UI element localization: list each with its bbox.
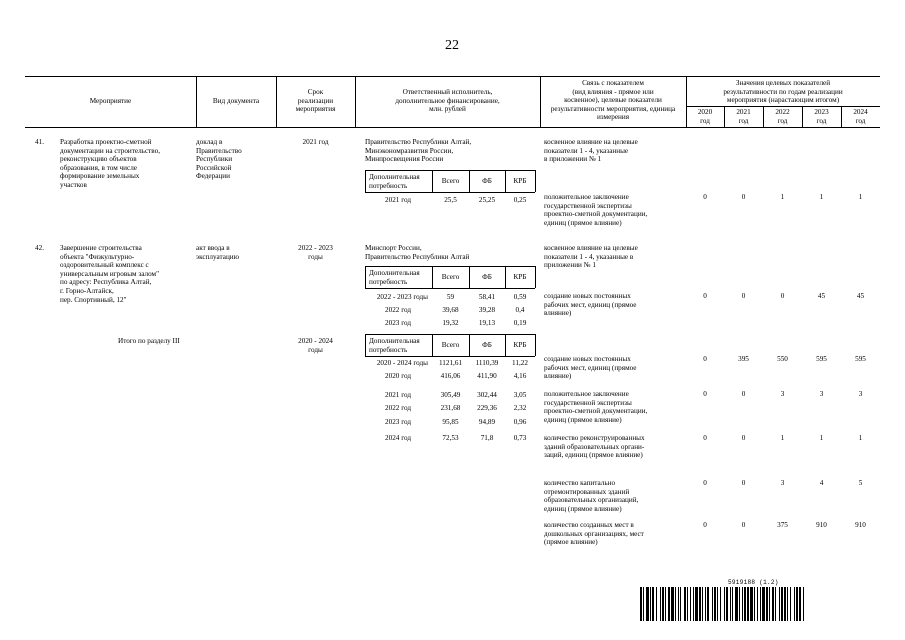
indirect-influence: косвенное влияние на целевые показатели 1 - 4, указанные в приложении № 1 bbox=[544, 138, 638, 164]
indicator-value: 1 bbox=[858, 193, 863, 201]
fin-total: 305,49 bbox=[440, 391, 461, 399]
indicator-value: 1 bbox=[819, 193, 824, 201]
header-term: Срок реализации мероприятия bbox=[295, 88, 336, 114]
fin-year: 2020 - 2024 годы bbox=[376, 359, 428, 367]
fin-header-fb: ФБ bbox=[482, 177, 492, 185]
fin-rule bbox=[365, 334, 535, 335]
executor: Правительство Республики Алтай, Минэкономразвития России, Минпросвещения России bbox=[365, 138, 472, 164]
indicator-value: 45 bbox=[856, 292, 865, 300]
indicator-value: 0 bbox=[741, 521, 746, 529]
indicator-value: 0 bbox=[703, 390, 707, 398]
fin-header-krb: КРБ bbox=[513, 273, 527, 281]
indicator-value: 5 bbox=[858, 479, 863, 487]
fin-total: 416,06 bbox=[440, 372, 461, 380]
indicator-value: 0 bbox=[703, 434, 707, 442]
fin-header-label: Дополнительная потребность bbox=[369, 337, 420, 354]
fin-divider bbox=[365, 170, 366, 192]
fin-year: 2023 год bbox=[385, 319, 411, 327]
fin-rule bbox=[365, 170, 535, 171]
fin-year: 2022 год bbox=[385, 404, 411, 412]
fin-header-label: Дополнительная потребность bbox=[369, 269, 420, 286]
indicator-value: 0 bbox=[703, 292, 707, 300]
fin-total: 231,68 bbox=[440, 404, 461, 412]
fin-krb: 0,59 bbox=[513, 293, 527, 301]
fin-krb: 3,05 bbox=[513, 391, 527, 399]
term: 2021 год bbox=[302, 138, 329, 146]
years-rule bbox=[686, 106, 880, 107]
barcode-label: 5919188 (1.2) bbox=[728, 579, 779, 586]
header-event: Мероприятие bbox=[89, 97, 132, 105]
fin-rule bbox=[365, 266, 535, 267]
fin-fb: 58,41 bbox=[478, 293, 496, 301]
fin-total: 19,32 bbox=[442, 319, 459, 327]
indicator-value: 0 bbox=[741, 193, 746, 201]
fin-year: 2022 - 2023 годы bbox=[376, 293, 428, 301]
fin-fb: 302,44 bbox=[477, 391, 497, 399]
indicator-text: положительное заключение государственной экспертизы проектно-сметной документации, единиц (прямое влияние) bbox=[544, 390, 648, 424]
indicator-value: 595 bbox=[855, 355, 866, 363]
indicator-value: 0 bbox=[703, 355, 707, 363]
fin-header-krb: КРБ bbox=[513, 341, 527, 349]
row-number: 41. bbox=[35, 138, 44, 146]
fin-header-label: Дополнительная потребность bbox=[369, 173, 420, 190]
fin-header-krb: КРБ bbox=[513, 177, 527, 185]
fin-divider bbox=[365, 334, 366, 356]
indicator-value: 375 bbox=[777, 521, 788, 529]
indicator-value: 595 bbox=[816, 355, 827, 363]
indicator-text: создание новых постоянных рабочих мест, единиц (прямое влияние) bbox=[544, 292, 637, 318]
indicator-text: количество созданных мест в дошкольных организациях, мест (прямое влияние) bbox=[544, 521, 644, 547]
fin-header-fb: ФБ bbox=[482, 273, 492, 281]
indicator-value: 0 bbox=[703, 193, 707, 201]
fin-krb: 0,25 bbox=[513, 196, 527, 204]
section-total-label: Итого по разделу III bbox=[118, 337, 180, 345]
fin-divider bbox=[535, 334, 536, 356]
fin-krb: 4,16 bbox=[513, 372, 527, 380]
header-values: Значения целевых показателей результативности по годам реализации мероприятия (нарастающим итогом) bbox=[723, 79, 843, 105]
fin-krb: 0,73 bbox=[513, 434, 527, 442]
fin-krb: 0,4 bbox=[515, 306, 525, 314]
fin-krb: 0,96 bbox=[513, 418, 527, 426]
fin-rule bbox=[365, 192, 535, 193]
indicator-text: количество реконструированных зданий образовательных органи- заций, единиц (прямое влияние) bbox=[544, 434, 645, 460]
fin-fb: 411,90 bbox=[477, 372, 497, 380]
fin-fb: 71,8 bbox=[480, 434, 494, 442]
header-year: 2022 год bbox=[775, 108, 790, 125]
indirect-influence: косвенное влияние на целевые показатели 1 - 4, указанные в приложении № 1 bbox=[544, 244, 638, 270]
fin-krb: 0,19 bbox=[513, 319, 527, 327]
term: 2022 - 2023 годы bbox=[298, 244, 333, 261]
term: 2020 - 2024 годы bbox=[298, 337, 333, 354]
header-top-rule bbox=[25, 76, 880, 77]
indicator-value: 3 bbox=[780, 479, 785, 487]
event-text: Разработка проектно-сметной документации на строительство, реконструкцию объектов образования, в том числе формирование земельных участков bbox=[60, 138, 161, 189]
fin-fb: 19,13 bbox=[478, 319, 496, 327]
fin-divider bbox=[535, 266, 536, 288]
page-number: 22 bbox=[445, 38, 459, 53]
fin-total: 39,68 bbox=[442, 306, 459, 314]
fin-fb: 39,28 bbox=[478, 306, 496, 314]
document-type: акт ввода в эксплуатацию bbox=[196, 244, 240, 261]
indicator-value: 0 bbox=[741, 434, 746, 442]
fin-header-fb: ФБ bbox=[482, 341, 492, 349]
header-year: 2020 год bbox=[697, 108, 713, 125]
indicator-value: 1 bbox=[858, 434, 863, 442]
indicator-value: 0 bbox=[741, 390, 746, 398]
event-text: Завершение строительства объекта "Физкультурно- оздоровительный комплекс с универсальным игровым залом" по адресу: Республика Алтай, г. Горно-Алтайск, пер. Спортивный, 12" bbox=[60, 244, 160, 304]
indicator-value: 0 bbox=[741, 479, 746, 487]
fin-rule bbox=[365, 288, 535, 289]
indicator-value: 0 bbox=[703, 479, 707, 487]
fin-total: 59 bbox=[446, 293, 455, 301]
indicator-value: 3 bbox=[858, 390, 863, 398]
fin-total: 95,85 bbox=[442, 418, 459, 426]
header-bottom-rule bbox=[25, 127, 880, 128]
header-year: 2024 год bbox=[853, 108, 868, 125]
fin-header-total: Всего bbox=[441, 273, 460, 281]
document-type: доклад в Правительство Республики Российской Федерации bbox=[196, 138, 242, 181]
fin-krb: 11,22 bbox=[512, 359, 528, 367]
executor: Минспорт России, Правительство Республики Алтай bbox=[365, 244, 470, 261]
indicator-value: 4 bbox=[819, 479, 824, 487]
indicator-value: 910 bbox=[855, 521, 866, 529]
indicator-value: 1 bbox=[780, 434, 785, 442]
indicator-value: 550 bbox=[777, 355, 788, 363]
indicator-text: количество капитально отремонтированных зданий образовательных организаций, единиц (прямое влияние) bbox=[544, 479, 639, 513]
fin-year: 2024 год bbox=[385, 434, 411, 442]
indicator-value: 1 bbox=[819, 434, 824, 442]
fin-fb: 229,36 bbox=[477, 404, 497, 412]
indicator-value: 395 bbox=[738, 355, 749, 363]
fin-fb: 1110,39 bbox=[475, 359, 499, 367]
fin-divider bbox=[365, 266, 366, 288]
fin-year: 2021 год bbox=[385, 391, 411, 399]
indicator-text: создание новых постоянных рабочих мест, единиц (прямое влияние) bbox=[544, 355, 637, 381]
fin-year: 2022 год bbox=[385, 306, 411, 314]
indicator-value: 1 bbox=[780, 193, 785, 201]
fin-total: 72,53 bbox=[442, 434, 459, 442]
fin-header-total: Всего bbox=[441, 177, 460, 185]
fin-header-total: Всего bbox=[441, 341, 460, 349]
indicator-value: 0 bbox=[703, 521, 707, 529]
fin-rule bbox=[365, 356, 535, 357]
indicator-value: 0 bbox=[741, 292, 746, 300]
fin-year: 2020 год bbox=[385, 372, 411, 380]
header-link: Связь с показателем (вид влияния - прямое или косвенное), целевые показатели результативности мероприятия, единица измерения bbox=[550, 79, 676, 122]
fin-total: 1121,61 bbox=[438, 359, 463, 367]
indicator-value: 0 bbox=[780, 292, 785, 300]
fin-year: 2023 год bbox=[385, 418, 411, 426]
indicator-value: 3 bbox=[780, 390, 785, 398]
header-doc: Вид документа bbox=[212, 97, 260, 105]
fin-total: 25,5 bbox=[444, 196, 457, 204]
header-year: 2023 год bbox=[814, 108, 829, 125]
indicator-value: 45 bbox=[817, 292, 826, 300]
indicator-value: 3 bbox=[819, 390, 824, 398]
fin-krb: 2,32 bbox=[513, 404, 527, 412]
fin-year: 2021 год bbox=[385, 196, 411, 204]
header-executor: Ответственный исполнитель, дополнительное финансирование, млн. рублей bbox=[395, 88, 500, 114]
fin-divider bbox=[535, 170, 536, 192]
fin-fb: 94,89 bbox=[478, 418, 496, 426]
fin-fb: 25,25 bbox=[478, 196, 496, 204]
indicator-value: 910 bbox=[816, 521, 827, 529]
barcode bbox=[640, 587, 890, 621]
header-year: 2021 год bbox=[736, 108, 751, 125]
indicator-text: положительное заключение государственной экспертизы проектно-сметной документации, единиц (прямое влияние) bbox=[544, 193, 648, 227]
row-number: 42. bbox=[35, 244, 44, 252]
